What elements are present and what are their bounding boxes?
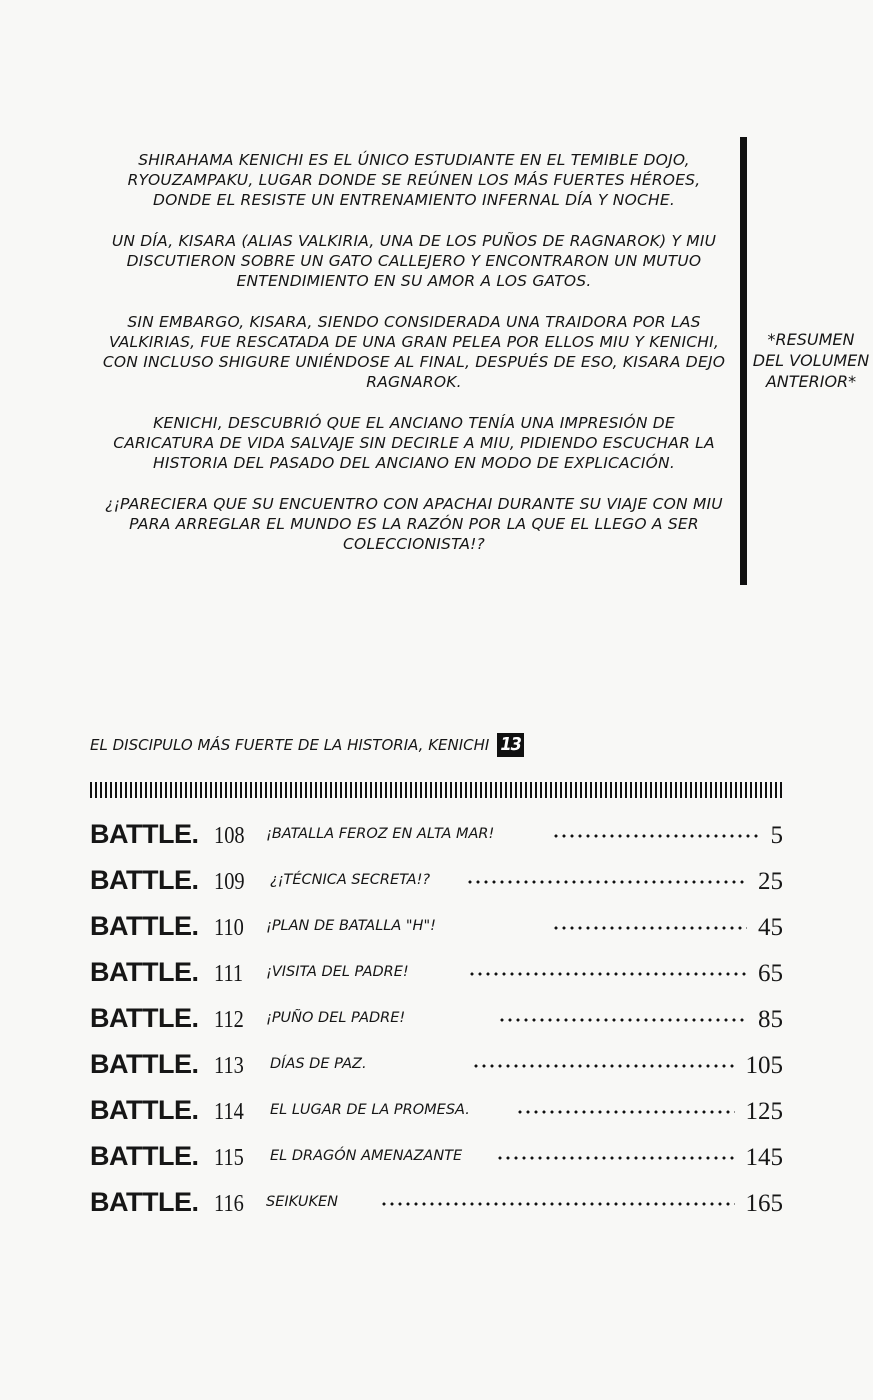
summary-paragraph: ¿¡PARECIERA QUE SU ENCUENTRO CON APACHAI DURANTE SU VIAJE CON MIU PARA ARREGLAR EL MUNDO ES LA RAZÓN POR LA QUE EL LLEGO A SER COLECCIONISTA!? xyxy=(105,495,723,553)
page-number: 105 xyxy=(745,1052,783,1079)
battle-label: BATTLE. xyxy=(90,819,199,849)
dot-leader xyxy=(472,1064,735,1068)
chapter-title: EL LUGAR DE LA PROMESA. xyxy=(270,1102,470,1118)
chapter-title: ¡PUÑO DEL PADRE! xyxy=(266,1010,406,1026)
battle-label: BATTLE. xyxy=(90,1003,199,1033)
battle-number: 113 xyxy=(214,1053,244,1079)
chapter-title: ¡BATALLA FEROZ EN ALTA MAR! xyxy=(266,826,495,842)
battle-number: 108 xyxy=(214,823,245,849)
summary-paragraph: SHIRAHAMA KENICHI ES EL ÚNICO ESTUDIANTE EN EL TEMIBLE DOJO, RYOUZAMPAKU, LUGAR DONDE SE REÚNEN LOS MÁS FUERTES HÉROES, DONDE EL RESISTE UN ENTRENAMIENTO INFERNAL DÍA Y NOCHE. xyxy=(127,151,701,209)
page-number: 145 xyxy=(745,1144,783,1171)
battle-number: 116 xyxy=(214,1191,244,1217)
summary-paragraph: UN DÍA, KISARA (ALIAS VALKIRIA, UNA DE LOS PUÑOS DE RAGNAROK) Y MIU DISCUTIERON SOBRE UN GATO CALLEJERO Y ENCONTRARON UN MUTUO ENTENDIMIENTO EN SU AMOR A LOS GATOS. xyxy=(111,232,717,290)
volume-badge: 13 xyxy=(497,733,524,757)
battle-number: 114 xyxy=(214,1099,244,1125)
toc-entry[interactable] xyxy=(90,1048,783,1082)
summary-paragraph: KENICHI, DESCUBRIÓ QUE EL ANCIANO TENÍA UNA IMPRESIÓN DE CARICATURA DE VIDA SALVAJE SIN DECIRLE A MIU, PIDIENDO ESCUCHAR LA HISTORIA DEL PASADO DEL ANCIANO EN MODO DE EXPLICACIÓN. xyxy=(113,414,715,472)
battle-number: 112 xyxy=(214,1007,244,1033)
chapter-title: EL DRAGÓN AMENAZANTE xyxy=(270,1148,463,1164)
chapter-title: SEIKUKEN xyxy=(266,1194,339,1210)
battle-label: BATTLE. xyxy=(90,911,199,941)
battle-number: 109 xyxy=(214,869,245,895)
toc-entry[interactable] xyxy=(90,818,783,852)
battle-label: BATTLE. xyxy=(90,1141,199,1171)
battle-label: BATTLE. xyxy=(90,1049,199,1079)
toc-entry[interactable] xyxy=(90,1140,783,1174)
page-number: 85 xyxy=(758,1006,783,1033)
decorative-tick-rule xyxy=(90,782,783,798)
book-title-header xyxy=(90,733,524,757)
page-number: 125 xyxy=(745,1098,783,1125)
dot-leader xyxy=(552,926,747,930)
battle-label: BATTLE. xyxy=(90,1095,199,1125)
battle-label: BATTLE. xyxy=(90,865,199,895)
dot-leader xyxy=(552,834,761,838)
battle-number: 111 xyxy=(214,961,244,987)
battle-number: 115 xyxy=(214,1145,244,1171)
vertical-divider xyxy=(740,137,747,585)
toc-entry[interactable] xyxy=(90,910,783,944)
page-number: 65 xyxy=(758,960,783,987)
dot-leader xyxy=(466,880,747,884)
summary-paragraph: SIN EMBARGO, KISARA, SIENDO CONSIDERADA UNA TRAIDORA POR LAS VALKIRIAS, FUE RESCATADA DE UNA GRAN PELEA POR ELLOS MIU Y KENICHI, CON INCLUSO SHIGURE UNIÉNDOSE AL FINAL, DESPUÉS DE ESO, KISARA DEJO RAGNAROK. xyxy=(102,313,726,391)
page-number: 25 xyxy=(758,868,783,895)
summary-side-note: *RESUMEN DEL VOLUMEN ANTERIOR* xyxy=(752,330,870,391)
chapter-title: ¡VISITA DEL PADRE! xyxy=(266,964,409,980)
battle-label: BATTLE. xyxy=(90,957,199,987)
toc-entry[interactable] xyxy=(90,1094,783,1128)
book-title: EL DISCIPULO MÁS FUERTE DE LA HISTORIA, KENICHI xyxy=(90,736,490,754)
dot-leader xyxy=(496,1156,735,1160)
battle-number: 110 xyxy=(214,915,244,941)
dot-leader xyxy=(498,1018,747,1022)
page-number: 45 xyxy=(758,914,783,941)
battle-label: BATTLE. xyxy=(90,1187,199,1217)
page-number: 165 xyxy=(745,1190,783,1217)
toc-entry[interactable] xyxy=(90,1186,783,1220)
toc-entry[interactable] xyxy=(90,1002,783,1036)
page-number: 5 xyxy=(770,822,783,849)
dot-leader xyxy=(380,1202,735,1206)
dot-leader xyxy=(516,1110,735,1114)
chapter-title: ¡PLAN DE BATALLA "H"! xyxy=(266,918,436,934)
dot-leader xyxy=(468,972,747,976)
toc-entry[interactable] xyxy=(90,864,783,898)
chapter-title: DÍAS DE PAZ. xyxy=(270,1056,367,1072)
chapter-title: ¿¡TÉCNICA SECRETA!? xyxy=(270,872,431,888)
toc-entry[interactable] xyxy=(90,956,783,990)
previous-volume-summary xyxy=(100,150,728,575)
